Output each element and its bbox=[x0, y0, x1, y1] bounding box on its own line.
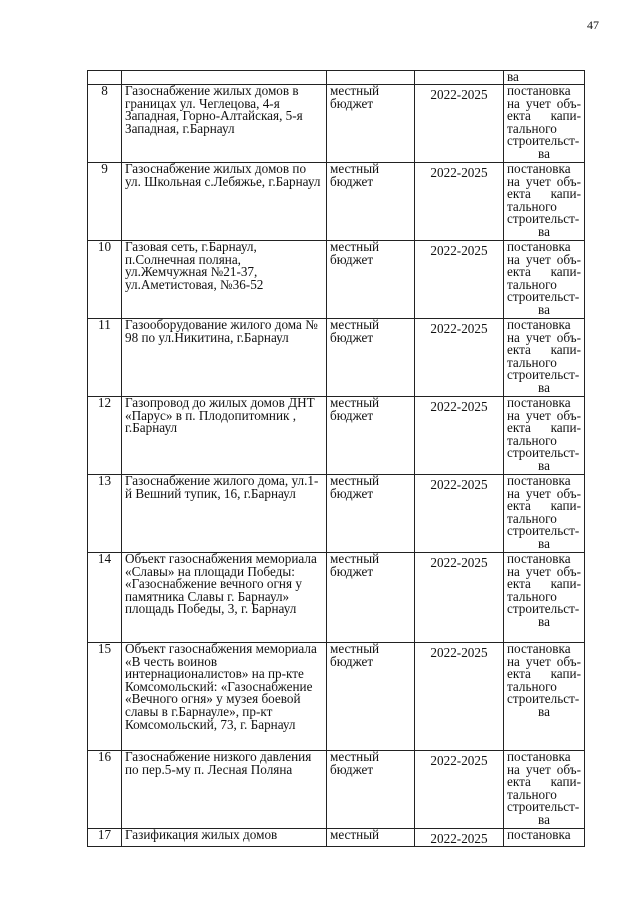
cell-source: местный бюджет bbox=[327, 751, 415, 829]
cell-name: Газоснабжение жилого дома, ул.1-й Вешний тупик, 16, г.Барнаул bbox=[122, 475, 327, 553]
cell-status bbox=[504, 397, 585, 475]
status-line: ва bbox=[538, 145, 550, 161]
table-row bbox=[88, 829, 585, 847]
cell-status bbox=[504, 85, 585, 163]
cell-period bbox=[415, 71, 504, 85]
cell-status bbox=[504, 643, 585, 751]
cell-period: 2022-2025 bbox=[415, 643, 504, 751]
cell-name: Газоснабжение жилых домов по ул. Школьная с.Лебяжье, г.Барнаул bbox=[122, 163, 327, 241]
status-line: на учет объ- bbox=[507, 485, 581, 501]
cell-status bbox=[504, 241, 585, 319]
status-line: строительст- bbox=[507, 367, 580, 383]
cell-source: местный бюджет bbox=[327, 475, 415, 553]
table-row bbox=[88, 475, 585, 553]
status-line: строительст- bbox=[507, 445, 580, 461]
cell-name: Газооборудование жилого дома № 98 по ул.Никитина, г.Барнаул bbox=[122, 319, 327, 397]
status-line: строительст- bbox=[507, 523, 580, 539]
status-line: на учет объ- bbox=[507, 173, 581, 189]
cell-status bbox=[504, 829, 585, 847]
status-line: екта капи- bbox=[507, 774, 581, 790]
cell-status bbox=[504, 751, 585, 829]
status-line: ва bbox=[538, 379, 550, 395]
cell-name: Газовая сеть, г.Барнаул, п.Солнечная поляна, ул.Жемчужная №21-37, ул.Аметистовая, №36-52 bbox=[122, 241, 327, 319]
cell-name: Объект газоснабжения мемориала «Славы» на площади Победы: «Газоснабжение вечного огня у памятника Славы г. Барнаул» площадь Победы, 3, г. Барнаул bbox=[122, 553, 327, 643]
table-row bbox=[88, 163, 585, 241]
cell-num: 13 bbox=[88, 475, 122, 553]
cell-period: 2022-2025 bbox=[415, 241, 504, 319]
table-row bbox=[88, 85, 585, 163]
table-row bbox=[88, 553, 585, 643]
status-line: строительст- bbox=[507, 601, 580, 617]
cell-source: местный бюджет bbox=[327, 397, 415, 475]
status-line: на учет объ- bbox=[507, 329, 581, 345]
status-line: постановка bbox=[507, 551, 571, 566]
status-line: строительст- bbox=[507, 211, 580, 227]
cell-period: 2022-2025 bbox=[415, 475, 504, 553]
cell-name: Газоснабжение жилых домов в границах ул. Чеглецова, 4-я Западная, Горно-Алтайская, 5-я Западная, г.Барнаул bbox=[122, 85, 327, 163]
cell-period: 2022-2025 bbox=[415, 163, 504, 241]
cell-source: местный бюджет bbox=[327, 241, 415, 319]
cell-period: 2022-2025 bbox=[415, 553, 504, 643]
status-line: екта капи- bbox=[507, 108, 581, 124]
cell-num: 17 bbox=[88, 829, 122, 847]
status-line: тального bbox=[507, 588, 557, 604]
cell-period: 2022-2025 bbox=[415, 397, 504, 475]
cell-period: 2022-2025 bbox=[415, 829, 504, 847]
objects-table bbox=[87, 70, 585, 847]
status-line: екта капи- bbox=[507, 186, 581, 202]
cell-source: местный бюджет bbox=[327, 319, 415, 397]
table-row bbox=[88, 241, 585, 319]
table-row bbox=[88, 319, 585, 397]
cell-num: 14 bbox=[88, 553, 122, 643]
status-line: ва bbox=[538, 613, 550, 629]
status-line: постановка bbox=[507, 749, 571, 764]
cell-source: местный bbox=[327, 829, 415, 847]
status-line: ва bbox=[538, 223, 550, 239]
status-line: на учет объ- bbox=[507, 407, 581, 423]
status-line: екта капи- bbox=[507, 498, 581, 514]
cell-name: Газоснабжение низкого давления по пер.5-му п. Лесная Поляна bbox=[122, 751, 327, 829]
status-line: тального bbox=[507, 432, 557, 448]
cell-status bbox=[504, 553, 585, 643]
status-line: екта капи- bbox=[507, 342, 581, 358]
status-line: ва bbox=[538, 301, 550, 317]
cell-num: 16 bbox=[88, 751, 122, 829]
status-line: ва bbox=[538, 457, 550, 473]
cell-status bbox=[504, 475, 585, 553]
status-line: тального bbox=[507, 198, 557, 214]
cell-num: 9 bbox=[88, 163, 122, 241]
page-number: 47 bbox=[587, 18, 599, 32]
status-line: екта капи- bbox=[507, 666, 581, 682]
status-line: ва bbox=[507, 69, 519, 84]
status-line: постановка bbox=[507, 317, 571, 332]
cell-num: 8 bbox=[88, 85, 122, 163]
status-line: на учет объ- bbox=[507, 563, 581, 579]
status-line: на учет объ- bbox=[507, 761, 581, 777]
status-line: постановка bbox=[507, 83, 571, 98]
cell-period: 2022-2025 bbox=[415, 319, 504, 397]
cell-num: 15 bbox=[88, 643, 122, 751]
table-body bbox=[88, 85, 585, 847]
status-line: екта капи- bbox=[507, 576, 581, 592]
cell-source: местный бюджет bbox=[327, 163, 415, 241]
status-line: екта капи- bbox=[507, 420, 581, 436]
status-line: тального bbox=[507, 354, 557, 370]
status-line: постановка bbox=[507, 473, 571, 488]
table-row bbox=[88, 397, 585, 475]
status-line: екта капи- bbox=[507, 264, 581, 280]
cell-name: Газопровод до жилых домов ДНТ «Парус» в п. Плодопитомник , г.Барнаул bbox=[122, 397, 327, 475]
cell-num: 10 bbox=[88, 241, 122, 319]
status-line: постановка bbox=[507, 395, 571, 410]
status-line: тального bbox=[507, 510, 557, 526]
status-line: на учет объ- bbox=[507, 95, 581, 111]
status-line: строительст- bbox=[507, 289, 580, 305]
cell-period: 2022-2025 bbox=[415, 85, 504, 163]
status-line: на учет объ- bbox=[507, 251, 581, 267]
status-line: постановка bbox=[507, 827, 571, 842]
cell-num: 11 bbox=[88, 319, 122, 397]
cell-num: 12 bbox=[88, 397, 122, 475]
cell-name: Газификация жилых домов bbox=[122, 829, 327, 847]
status-line: постановка bbox=[507, 161, 571, 176]
cell-source: местный бюджет bbox=[327, 85, 415, 163]
table-row bbox=[88, 751, 585, 829]
status-line: тального bbox=[507, 786, 557, 802]
status-line: ва bbox=[538, 703, 550, 719]
status-line: строительст- bbox=[507, 691, 580, 707]
status-line: тального bbox=[507, 276, 557, 292]
cell-source: местный бюджет bbox=[327, 553, 415, 643]
status-line: ва bbox=[538, 535, 550, 551]
status-line: тального bbox=[507, 120, 557, 136]
status-line: строительст- bbox=[507, 133, 580, 149]
cell-status bbox=[504, 163, 585, 241]
status-line: строительст- bbox=[507, 799, 580, 815]
cell-period: 2022-2025 bbox=[415, 751, 504, 829]
cell-source: местный бюджет bbox=[327, 643, 415, 751]
cell-status bbox=[504, 319, 585, 397]
status-line: ва bbox=[538, 811, 550, 827]
status-line: постановка bbox=[507, 641, 571, 656]
status-line: на учет объ- bbox=[507, 653, 581, 669]
status-line: тального bbox=[507, 678, 557, 694]
table-row bbox=[88, 643, 585, 751]
status-line: постановка bbox=[507, 239, 571, 254]
cell-name: Объект газоснабжения мемориала «В честь воинов интернационалистов» на пр-кте Комсомольский: «Газоснабжение «Вечного огня» у музея боевой славы в г.Барнауле», пр-кт Комсомольский, 73, г. Барнаул bbox=[122, 643, 327, 751]
